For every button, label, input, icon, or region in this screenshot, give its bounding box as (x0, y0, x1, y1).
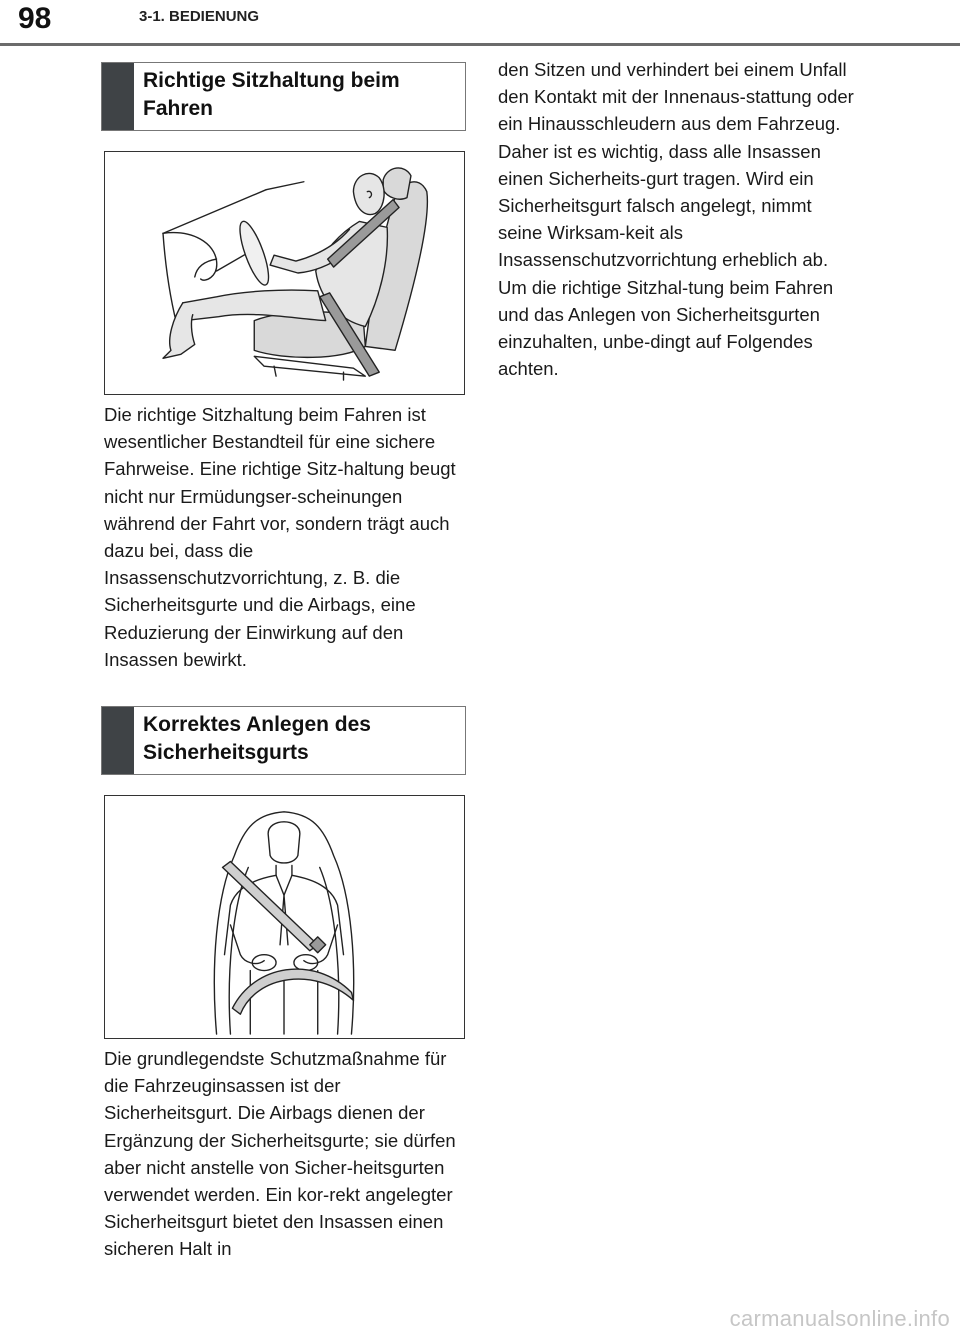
section-heading-sitzhaltung (101, 62, 466, 131)
section-title: 3-1. BEDIENUNG (139, 8, 260, 25)
belted-occupant-illustration (105, 796, 464, 1038)
section-body-sicherheitsgurt: Die grundlegendste Schutzmaßnahme für die Fahrzeuginsassen ist der Sicherheitsgurt. Die Airbags dienen der Ergänzung der Sicherheitsgurte; sie dürfen aber nicht anstelle von Sicher-heitsgurten verwendet werden. Ein kor-rekt angelegter Sicherheitsgurt bietet den Insassen einen sicheren Halt in (104, 1048, 456, 1260)
page-number: 98 (18, 2, 52, 35)
section-heading-text: Korrektes Anlegen des Sicherheitsgurts (143, 713, 371, 764)
section-body-sitzhaltung: Die richtige Sitzhaltung beim Fahren ist wesentlicher Bestandteil für eine sichere Fahrweise. Eine richtige Sitz-haltung beugt nicht nur Ermüdungser-scheinungen während der Fahrt vor, sondern trägt auch dazu bei, dass die Insassenschutzvorrichtung, z. B. die Sicherheitsgurte und die Airbags, eine Reduzierung der Einwirkung auf den Insassen bewirkt. (104, 404, 456, 670)
figure-belted-occupant (104, 795, 465, 1039)
watermark: carmanualsonline.info (729, 1306, 950, 1331)
seated-driver-illustration (105, 152, 464, 394)
heading-accent-bar (102, 707, 134, 774)
heading-accent-bar (102, 63, 134, 130)
section-heading-sicherheitsgurt (101, 706, 466, 775)
right-column-body: den Sitzen und verhindert bei einem Unfall den Kontakt mit der Innenaus-stattung oder ein Hinausschleudern aus dem Fahrzeug. Daher ist es wichtig, dass alle Insassen einen Sicherheits-gurt tragen. Wird ein Sicherheitsgurt falsch angelegt, nimmt seine Wirksam-keit als Insassenschutzvorrichtung erheblich ab. Um die richtige Sitzhal-tung beim Fahren und das Anlegen von Sicherheitsgurten einzuhalten, unbe-dingt auf Folgendes achten. (498, 59, 854, 380)
figure-seated-driver (104, 151, 465, 395)
section-heading-text: Richtige Sitzhaltung beim Fahren (143, 69, 400, 120)
header-divider (0, 43, 960, 46)
